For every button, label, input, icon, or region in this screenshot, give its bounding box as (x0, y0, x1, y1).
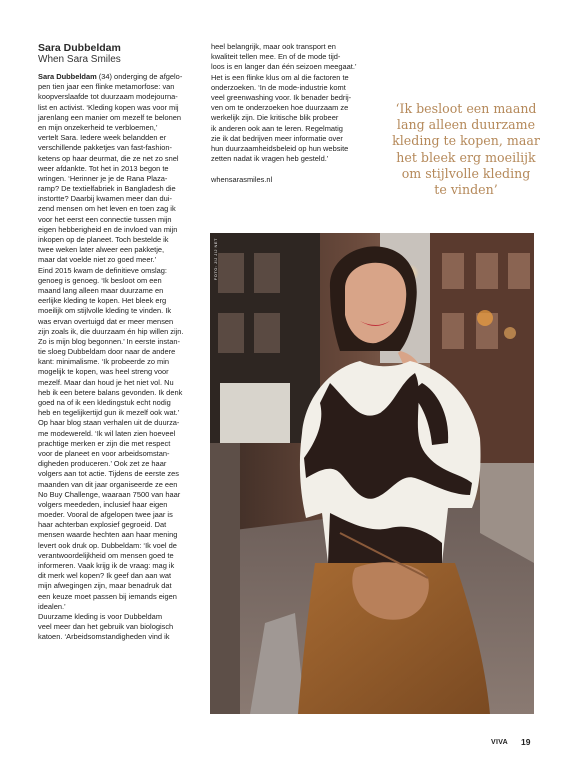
text-line: heb ik een betere balans gevonden. Ik denk (38, 387, 183, 397)
text-line: goed na of ik een kledingstuk echt nodig (38, 398, 171, 407)
text-line: Het is een flinke klus om al die factoren te (211, 72, 349, 82)
text-line: Eind 2015 kwam de definitieve omslag: (38, 265, 167, 275)
text-line: zie ik dat bedrijven meer informatie over (211, 133, 343, 143)
text-line: moeilijk om stijlvolle kleding te vinden. Ik (38, 306, 172, 316)
text-line: vertelt Sara. Iedere week belandden er (38, 133, 167, 143)
text-line: en mijn onzekerheid te verbloemen,’ (38, 122, 158, 132)
text-line: voor het eerst een connectie tussen mijn (38, 214, 172, 224)
magazine-logo: VIVA (491, 739, 509, 746)
pull-quote-line: kleding te kopen, maar (392, 133, 540, 149)
article-body-left (38, 72, 202, 643)
text-line: veel meer dan het gebruik van biologisch (38, 622, 174, 632)
text-line: prachtige merken er zijn die met respect (38, 438, 171, 448)
text-line: Zo is mijn blog begonnen.’ In eerste instan- (38, 336, 180, 346)
left-column (38, 42, 202, 643)
text-line: mogelijk te kopen, was heel streng voor (38, 367, 169, 377)
text-line: eigen hebberigheid en de invloed van mijn (38, 224, 178, 234)
text-line: inkopen op de planeet. Toch bestelde ik (38, 235, 169, 244)
text-line: loos is en langer dan één seizoen meegaat.’ (211, 62, 357, 72)
text-line: werkelijk zijn. Die kritische blik probeer (211, 113, 339, 123)
text-line: volgers aan tot actie. Tijdens de eerste zes (38, 469, 179, 479)
article-body-middle (211, 42, 367, 164)
text-line: pen tien jaar een flinke metamorfose: van (38, 82, 175, 92)
text-line: ketens op haar deurmat, die ze net zo snel (38, 153, 179, 163)
text-line: zijn zoals ik, die duurzaam én hip willen zijn. (38, 326, 184, 336)
text-line: Sara Dubbeldam (34) onderging de afgelo- (38, 72, 183, 81)
pull-quote-line: ‘Ik besloot een maand (395, 101, 537, 116)
text-line: ik anderen ook aan te leren. Regelmatig (211, 123, 343, 133)
text-line: zend mensen om het leven en toen zag ik (38, 204, 176, 214)
text-line: hun duurzaamheidsbeleid op hun website (211, 143, 349, 153)
text-line: wringen. ‘Herinner je je de Rana Plaza- (38, 173, 168, 183)
text-line: kant: minimalisme. ‘Ik probeerde zo min (38, 357, 170, 367)
text-line: katoen. ‘Arbeidsomstandigheden vind ik (38, 632, 170, 642)
text-line: was ervan overtuigd dat er meer mensen (38, 316, 174, 326)
pull-quote-line: het bleek erg moeilijk (396, 149, 536, 165)
text-line: haar achterban explosief gegroeid. Dat (38, 520, 167, 530)
text-line: No Buy Challenge, waaraan 7500 van haar (38, 489, 181, 499)
text-line: weer afdankte. Tot het in 2013 begon te (38, 163, 169, 173)
pull-quote-line: lang alleen duurzame (396, 117, 536, 133)
text-line: voor de planeet en voor arbeidsomstan- (38, 448, 170, 458)
text-line: dit merk wel kopen? Ik geef dan aan wat (38, 571, 172, 581)
text-line: mezelf. Maar dan houd je het niet vol. Nu (38, 377, 174, 387)
text-line: zetten nadat ik vragen heb gesteld.’ (211, 154, 329, 164)
author-name: Sara Dubbeldam (38, 42, 121, 54)
text-line: Duurzame kleding is voor Dubbeldam (38, 611, 163, 621)
text-line: mensen waarde hechten aan haar mening (38, 530, 178, 540)
text-line: instortte? Daarbij kwamen meer dan dui- (38, 194, 172, 204)
text-line: informeren. Vaak krijg ik de vraag: mag ik (38, 561, 175, 570)
text-line: onderzoeken. ‘In de mode-industrie komt (211, 82, 346, 92)
text-line: ramp? De textielfabriek in Bangladesh die (38, 184, 176, 194)
text-line: volgers meededen, inclusief haar eigen (38, 499, 168, 509)
text-line: mijn afwegingen zijn, maar benadruk dat (38, 581, 172, 591)
text-line: ven om te onderzoeken hoe duurzaam ze (211, 103, 349, 113)
text-line: maand lang alleen maar duurzame en (38, 285, 164, 295)
text-line: Op haar blog staan verhalen uit de duurza- (38, 418, 180, 428)
pull-quote-line: te vinden’ (434, 182, 498, 198)
text-line: idealen.’ (38, 601, 66, 611)
text-line: veel greenwashing voor. Ik benader bedrij- (211, 92, 352, 102)
text-line: een keuze moet passen bij iemands eigen (38, 591, 177, 601)
text-line: heel belangrijk, maar ook transport en (211, 42, 336, 51)
text-line: list en activist. ‘Kleding kopen was voor mij (38, 102, 179, 112)
website-link[interactable]: whensarasmiles.nl (211, 175, 273, 185)
pull-quote-line: om stijlvolle kleding (401, 165, 531, 181)
text-line: heb en tegelijkertijd gun ik mezelf ook wat.’ (38, 408, 180, 418)
text-line: maar dat voelde niet zo goed meer.’ (38, 255, 157, 265)
text-line: twee weken later alweer een pakketje, (38, 245, 165, 255)
text-line: genoeg is genoeg. ‘Ik besloot om een (38, 275, 162, 285)
text-line: verantwoordelijkheid om mensen goed te (38, 550, 174, 560)
author-subtitle: When Sara Smiles (38, 54, 121, 65)
text-line: verschillende pakketjes van fast-fashion- (38, 143, 172, 153)
portrait-photo (210, 233, 534, 714)
text-line: jarenlang een manier om mezelf te belonen (38, 112, 182, 122)
text-line: kwaliteit tellen mee. En of de mode tijd- (211, 52, 341, 62)
text-line: koopverslaafde tot duurzaam modejourna- (38, 92, 178, 102)
text-line: levert ook druk op. Dubbeldam: ‘Ik voel de (38, 540, 177, 550)
text-line: digheden produceren.’ Ook zet ze haar (38, 459, 167, 469)
lead-name: Sara Dubbeldam (38, 72, 97, 81)
middle-column (211, 42, 367, 185)
text-line: maanden van dit jaar organiseerde ze een (38, 479, 178, 489)
text-line: me modewereld. ‘Ik wil laten zien hoeveel (38, 428, 176, 438)
text-line: moeder. Vooral de afgelopen twee jaar is (38, 510, 173, 520)
text-line: tie sloeg Dubbeldam door naar de andere (38, 347, 176, 357)
photo-credit: FOTO: JIJ JIJ NET (213, 238, 218, 281)
text-line: eerlijke kleding te kopen. Het bleek erg (38, 296, 167, 306)
page-number: 19 (521, 737, 531, 747)
pull-quote (381, 101, 551, 198)
